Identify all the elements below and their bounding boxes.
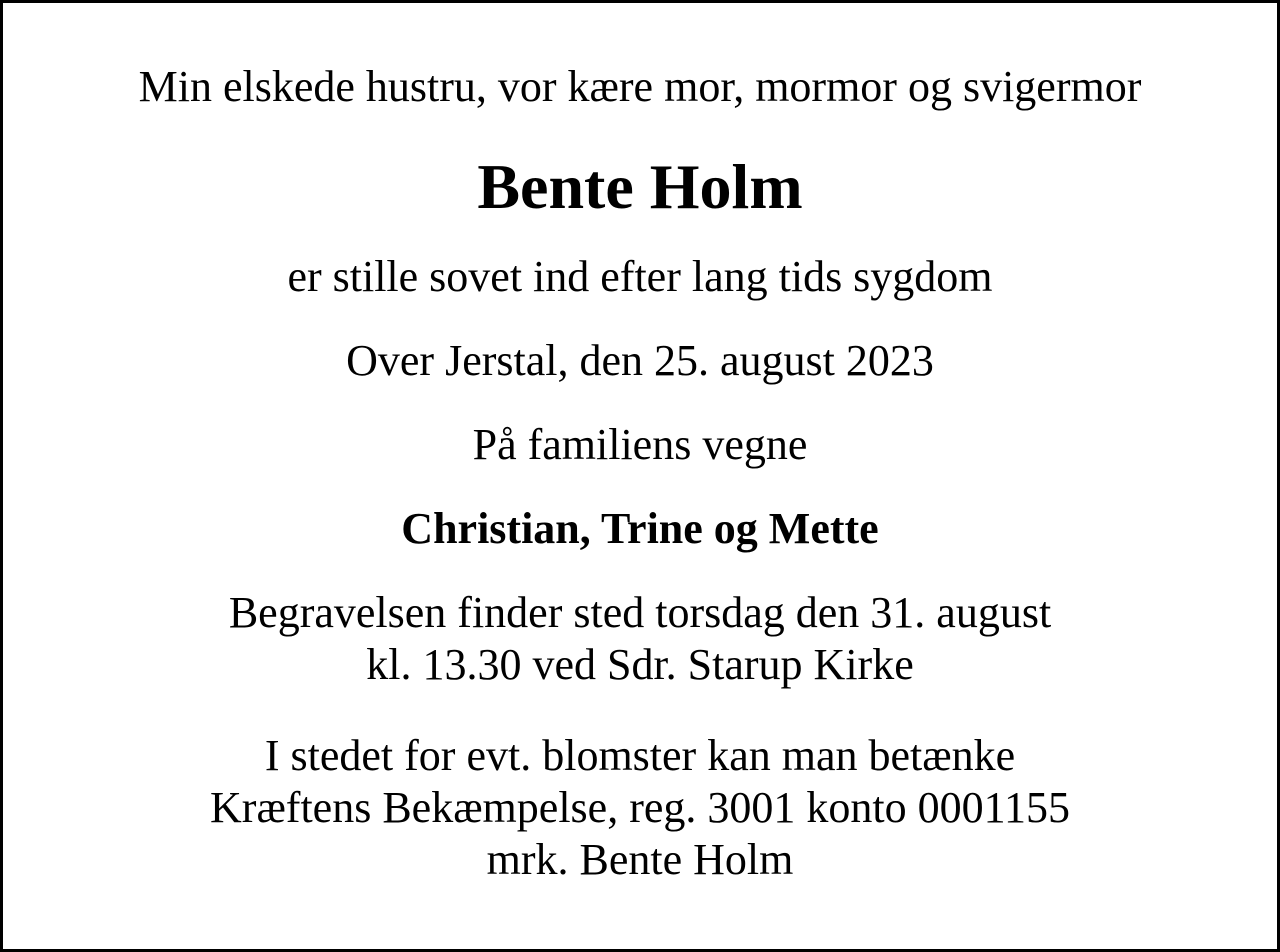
place-and-date: Over Jerstal, den 25. august 2023 — [346, 336, 934, 385]
donation-info — [3, 730, 1277, 886]
on-behalf-text: På familiens vegne — [472, 420, 808, 469]
intro-text: Min elskede hustru, vor kære mor, mormor og svigermor — [138, 62, 1142, 111]
deceased-name: Bente Holm — [477, 151, 803, 222]
funeral-info-line: kl. 13.30 ved Sdr. Starup Kirke — [366, 640, 914, 689]
donation-info-line: Kræftens Bekæmpelse, reg. 3001 konto 0001155 — [210, 783, 1070, 832]
donation-info-line: mrk. Bente Holm — [486, 835, 794, 884]
passing-statement: er stille sovet ind efter lang tids sygdom — [287, 252, 993, 301]
family-signers: Christian, Trine og Mette — [401, 504, 879, 553]
funeral-info-line: Begravelsen finder sted torsdag den 31. august — [228, 588, 1052, 637]
funeral-info — [3, 587, 1277, 691]
donation-info-line: I stedet for evt. blomster kan man betænke — [264, 731, 1016, 780]
